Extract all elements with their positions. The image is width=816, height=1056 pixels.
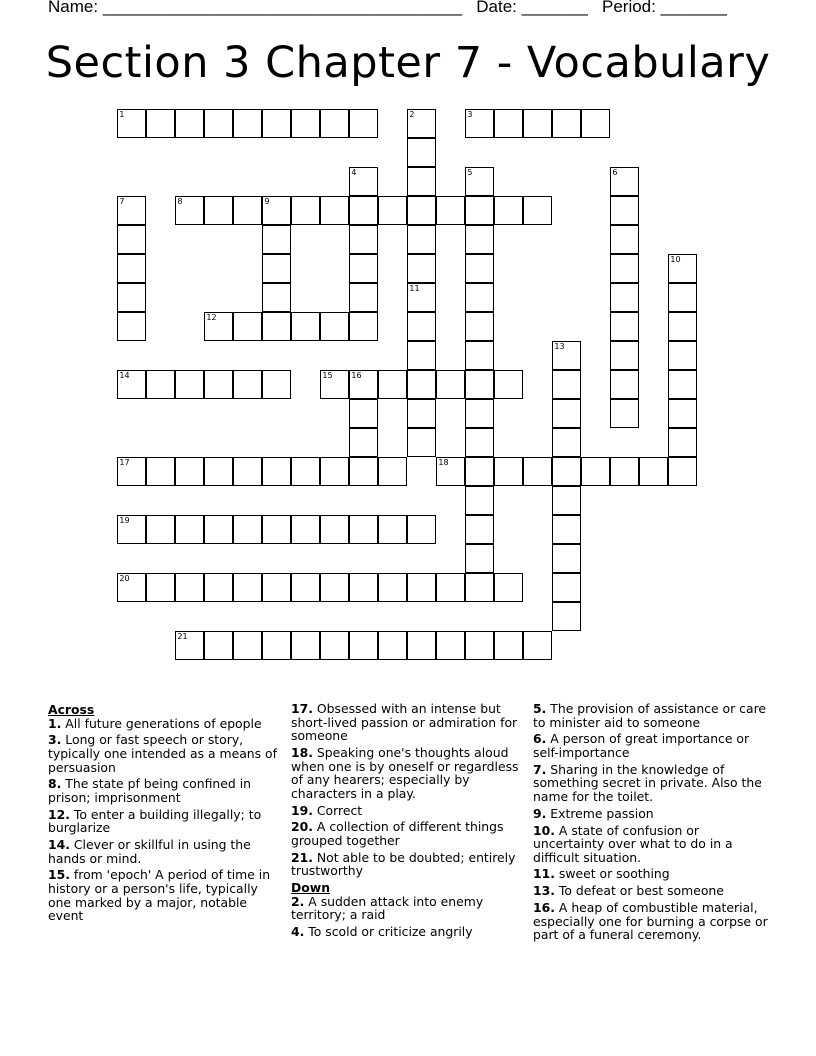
grid-cell[interactable] bbox=[639, 457, 668, 486]
clue-item bbox=[291, 746, 525, 800]
grid-cell[interactable] bbox=[291, 109, 320, 138]
grid-cell[interactable] bbox=[349, 573, 378, 602]
clue-column-2 bbox=[291, 702, 525, 942]
grid-cell[interactable] bbox=[668, 341, 697, 370]
clue-num: 4. bbox=[291, 924, 305, 940]
grid-cell[interactable] bbox=[668, 399, 697, 428]
clue-text: A collection of different things grouped together bbox=[291, 819, 504, 848]
page-title: Section 3 Chapter 7 - Vocabulary bbox=[45, 38, 771, 88]
clue-num: 2. bbox=[291, 893, 305, 909]
clue-text: The provision of assistance or care to minister aid to someone bbox=[533, 701, 767, 730]
grid-cell[interactable] bbox=[320, 573, 349, 602]
grid-cell[interactable] bbox=[204, 109, 233, 138]
clue-num: 6. bbox=[533, 731, 547, 747]
grid-cell[interactable] bbox=[204, 631, 233, 660]
grid-cell[interactable] bbox=[407, 196, 436, 225]
grid-cell[interactable] bbox=[436, 370, 465, 399]
clue-num: 14. bbox=[48, 837, 70, 853]
grid-cell[interactable] bbox=[146, 573, 175, 602]
grid-cell[interactable] bbox=[494, 631, 523, 660]
grid-cell[interactable] bbox=[320, 370, 349, 399]
grid-cell[interactable] bbox=[552, 109, 581, 138]
grid-cell[interactable] bbox=[552, 515, 581, 544]
clue-num: 9. bbox=[533, 805, 547, 821]
grid-cell[interactable] bbox=[610, 457, 639, 486]
clue-text: from 'epoch' A period of time in history or a person's life, typically one marked by a major, notable event bbox=[48, 867, 271, 924]
grid-cell[interactable] bbox=[407, 370, 436, 399]
grid-cell[interactable] bbox=[349, 428, 378, 457]
grid-cell[interactable] bbox=[233, 196, 262, 225]
grid-cell[interactable] bbox=[204, 515, 233, 544]
grid-cell[interactable] bbox=[407, 283, 436, 312]
clue-number: 6 bbox=[612, 168, 618, 178]
grid-cell[interactable] bbox=[552, 457, 581, 486]
grid-cell[interactable] bbox=[117, 573, 146, 602]
grid-cell[interactable] bbox=[494, 196, 523, 225]
clue-num: 7. bbox=[533, 761, 547, 777]
grid-cell[interactable] bbox=[436, 573, 465, 602]
grid-cell[interactable] bbox=[465, 254, 494, 283]
grid-cell[interactable] bbox=[233, 457, 262, 486]
grid-cell[interactable] bbox=[465, 573, 494, 602]
clue-text: A person of great importance or self-importance bbox=[533, 731, 750, 760]
clue-text: The state pf being confined in prison; imprisonment bbox=[48, 776, 251, 805]
clue-text: Clever or skillful in using the hands or mind. bbox=[48, 837, 251, 866]
grid-cell[interactable] bbox=[378, 573, 407, 602]
grid-cell[interactable] bbox=[465, 515, 494, 544]
clue-item bbox=[291, 702, 525, 743]
grid-cell[interactable] bbox=[233, 515, 262, 544]
grid-cell[interactable] bbox=[378, 196, 407, 225]
grid-cell[interactable] bbox=[320, 312, 349, 341]
clue-column-1 bbox=[48, 702, 284, 926]
grid-cell[interactable] bbox=[407, 312, 436, 341]
clue-text: A sudden attack into enemy territory; a raid bbox=[291, 893, 484, 923]
clue-item bbox=[533, 884, 773, 898]
grid-cell[interactable] bbox=[175, 631, 204, 660]
grid-cell[interactable] bbox=[610, 196, 639, 225]
grid-cell[interactable] bbox=[668, 312, 697, 341]
grid-cell[interactable] bbox=[378, 631, 407, 660]
grid-cell[interactable] bbox=[320, 515, 349, 544]
grid-cell[interactable] bbox=[668, 457, 697, 486]
grid-cell[interactable] bbox=[262, 225, 291, 254]
date-field[interactable]: _______ bbox=[521, 0, 588, 16]
grid-cell[interactable] bbox=[465, 109, 494, 138]
grid-cell[interactable] bbox=[349, 283, 378, 312]
clue-item bbox=[291, 820, 525, 847]
grid-cell[interactable] bbox=[610, 254, 639, 283]
grid-cell[interactable] bbox=[349, 631, 378, 660]
clue-number: 7 bbox=[119, 197, 125, 207]
grid-cell[interactable] bbox=[204, 196, 233, 225]
grid-cell[interactable] bbox=[407, 225, 436, 254]
grid-cell[interactable] bbox=[610, 370, 639, 399]
grid-cell[interactable] bbox=[494, 457, 523, 486]
grid-cell[interactable] bbox=[349, 399, 378, 428]
grid-cell[interactable] bbox=[610, 167, 639, 196]
clue-num: 1. bbox=[48, 715, 62, 731]
grid-cell[interactable] bbox=[262, 631, 291, 660]
grid-cell[interactable] bbox=[175, 109, 204, 138]
clue-text: Speaking one's thoughts aloud when one is by oneself or regardless of any hearers; especially by characters in a play. bbox=[291, 744, 519, 801]
clue-item bbox=[48, 808, 284, 835]
grid-cell[interactable] bbox=[436, 631, 465, 660]
grid-cell[interactable] bbox=[494, 573, 523, 602]
clue-text: All future generations of epople bbox=[65, 715, 262, 731]
clue-number: 21 bbox=[177, 632, 188, 642]
clue-item bbox=[48, 838, 284, 865]
clue-text: To enter a building illegally; to burglarize bbox=[48, 806, 262, 836]
grid-cell[interactable] bbox=[349, 515, 378, 544]
grid-cell[interactable] bbox=[117, 225, 146, 254]
grid-cell[interactable] bbox=[349, 457, 378, 486]
grid-cell[interactable] bbox=[117, 109, 146, 138]
clue-num: 18. bbox=[291, 744, 313, 760]
grid-cell[interactable] bbox=[494, 370, 523, 399]
clue-column-3 bbox=[533, 702, 773, 945]
grid-cell[interactable] bbox=[291, 312, 320, 341]
clue-item bbox=[533, 901, 773, 942]
grid-cell[interactable] bbox=[465, 631, 494, 660]
grid-cell[interactable] bbox=[552, 428, 581, 457]
grid-cell[interactable] bbox=[552, 602, 581, 631]
clue-text: Extreme passion bbox=[550, 805, 654, 821]
clue-text: Long or fast speech or story, typically one intended as a means of persuasion bbox=[48, 732, 277, 775]
grid-cell[interactable] bbox=[175, 457, 204, 486]
grid-cell[interactable] bbox=[262, 312, 291, 341]
grid-cell[interactable] bbox=[204, 370, 233, 399]
clue-number: 3 bbox=[467, 110, 473, 120]
grid-cell[interactable] bbox=[552, 399, 581, 428]
grid-cell[interactable] bbox=[552, 370, 581, 399]
clue-item bbox=[533, 824, 773, 865]
grid-cell[interactable] bbox=[668, 283, 697, 312]
clue-num: 11. bbox=[533, 866, 555, 882]
clue-number: 14 bbox=[119, 371, 130, 381]
clue-number: 5 bbox=[467, 168, 473, 178]
grid-cell[interactable] bbox=[349, 196, 378, 225]
grid-cell[interactable] bbox=[610, 341, 639, 370]
grid-cell[interactable] bbox=[552, 486, 581, 515]
grid-cell[interactable] bbox=[407, 167, 436, 196]
grid-cell[interactable] bbox=[146, 109, 175, 138]
grid-cell[interactable] bbox=[465, 486, 494, 515]
grid-cell[interactable] bbox=[407, 515, 436, 544]
grid-cell[interactable] bbox=[262, 254, 291, 283]
grid-cell[interactable] bbox=[291, 196, 320, 225]
clue-number: 2 bbox=[409, 110, 415, 120]
grid-cell[interactable] bbox=[668, 428, 697, 457]
clue-number: 8 bbox=[177, 197, 183, 207]
clue-number: 15 bbox=[322, 371, 333, 381]
down-heading: Down bbox=[291, 880, 331, 896]
grid-cell[interactable] bbox=[610, 312, 639, 341]
clue-number: 18 bbox=[438, 458, 449, 468]
clue-number: 1 bbox=[119, 110, 125, 120]
grid-cell[interactable] bbox=[291, 457, 320, 486]
clue-num: 13. bbox=[533, 883, 555, 899]
clue-item bbox=[48, 733, 284, 774]
clue-item bbox=[291, 925, 525, 939]
name-label: Name: bbox=[48, 0, 99, 16]
clue-text: To defeat or best someone bbox=[558, 883, 724, 899]
grid-cell[interactable] bbox=[610, 225, 639, 254]
clue-number: 4 bbox=[351, 168, 357, 178]
grid-cell[interactable] bbox=[262, 283, 291, 312]
clue-text: Obsessed with an intense but short-lived passion or admiration for someone bbox=[291, 701, 518, 744]
grid-cell[interactable] bbox=[407, 631, 436, 660]
grid-cell[interactable] bbox=[291, 573, 320, 602]
grid-cell[interactable] bbox=[465, 457, 494, 486]
grid-cell[interactable] bbox=[320, 196, 349, 225]
clue-text: A heap of combustible material, especially one for burning a corpse or part of a funeral ceremony. bbox=[533, 900, 768, 943]
grid-cell[interactable] bbox=[262, 457, 291, 486]
clue-number: 16 bbox=[351, 371, 362, 381]
clue-number: 10 bbox=[670, 255, 681, 265]
clue-num: 8. bbox=[48, 776, 62, 792]
grid-cell[interactable] bbox=[610, 283, 639, 312]
grid-cell[interactable] bbox=[262, 196, 291, 225]
period-label: Period: bbox=[602, 0, 656, 16]
grid-cell[interactable] bbox=[233, 573, 262, 602]
grid-cell[interactable] bbox=[407, 399, 436, 428]
grid-cell[interactable] bbox=[407, 254, 436, 283]
grid-cell[interactable] bbox=[204, 312, 233, 341]
clue-text: To scold or criticize angrily bbox=[308, 924, 473, 940]
grid-cell[interactable] bbox=[465, 370, 494, 399]
grid-cell[interactable] bbox=[407, 109, 436, 138]
clue-item bbox=[291, 804, 525, 818]
grid-cell[interactable] bbox=[262, 573, 291, 602]
grid-cell[interactable] bbox=[233, 370, 262, 399]
grid-cell[interactable] bbox=[465, 544, 494, 573]
grid-cell[interactable] bbox=[465, 225, 494, 254]
clue-number: 13 bbox=[554, 342, 565, 352]
clue-number: 17 bbox=[119, 458, 130, 468]
grid-cell[interactable] bbox=[378, 457, 407, 486]
clue-num: 19. bbox=[291, 802, 313, 818]
grid-cell[interactable] bbox=[117, 457, 146, 486]
clue-num: 20. bbox=[291, 819, 313, 835]
clue-num: 12. bbox=[48, 806, 70, 822]
clue-item bbox=[48, 868, 284, 922]
clue-num: 3. bbox=[48, 732, 62, 748]
clue-number: 19 bbox=[119, 516, 130, 526]
grid-cell[interactable] bbox=[436, 196, 465, 225]
clue-num: 10. bbox=[533, 822, 555, 838]
grid-cell[interactable] bbox=[233, 312, 262, 341]
grid-cell[interactable] bbox=[465, 312, 494, 341]
clue-item bbox=[291, 851, 525, 878]
grid-cell[interactable] bbox=[175, 515, 204, 544]
clue-text: sweet or soothing bbox=[558, 866, 670, 882]
grid-cell[interactable] bbox=[407, 341, 436, 370]
grid-cell[interactable] bbox=[349, 225, 378, 254]
grid-cell[interactable] bbox=[262, 109, 291, 138]
grid-cell[interactable] bbox=[146, 457, 175, 486]
clue-number: 9 bbox=[264, 197, 270, 207]
grid-cell[interactable] bbox=[233, 109, 262, 138]
grid-cell[interactable] bbox=[668, 254, 697, 283]
grid-cell[interactable] bbox=[465, 399, 494, 428]
grid-cell[interactable] bbox=[117, 515, 146, 544]
grid-cell[interactable] bbox=[378, 515, 407, 544]
date-label: Date: bbox=[476, 0, 517, 16]
grid-cell[interactable] bbox=[146, 515, 175, 544]
grid-cell[interactable] bbox=[436, 457, 465, 486]
grid-cell[interactable] bbox=[465, 341, 494, 370]
grid-cell[interactable] bbox=[523, 457, 552, 486]
clue-item bbox=[291, 895, 525, 922]
across-heading: Across bbox=[48, 702, 95, 717]
clue-item bbox=[48, 777, 284, 804]
grid-cell[interactable] bbox=[320, 631, 349, 660]
grid-cell[interactable] bbox=[262, 370, 291, 399]
grid-cell[interactable] bbox=[204, 573, 233, 602]
grid-cell[interactable] bbox=[610, 399, 639, 428]
grid-cell[interactable] bbox=[349, 254, 378, 283]
grid-cell[interactable] bbox=[407, 573, 436, 602]
clue-num: 5. bbox=[533, 701, 547, 716]
grid-cell[interactable] bbox=[552, 573, 581, 602]
clue-item bbox=[533, 702, 773, 729]
clue-item bbox=[533, 867, 773, 881]
clue-text: A state of confusion or uncertainty over what to do in a difficult situation. bbox=[533, 822, 733, 865]
grid-cell[interactable] bbox=[407, 138, 436, 167]
grid-cell[interactable] bbox=[117, 312, 146, 341]
grid-cell[interactable] bbox=[465, 428, 494, 457]
clue-text: Not able to be doubted; entirely trustworthy bbox=[291, 849, 516, 879]
grid-cell[interactable] bbox=[581, 457, 610, 486]
clue-item bbox=[48, 717, 284, 731]
grid-cell[interactable] bbox=[552, 341, 581, 370]
grid-cell[interactable] bbox=[146, 370, 175, 399]
grid-cell[interactable] bbox=[291, 631, 320, 660]
grid-cell[interactable] bbox=[175, 196, 204, 225]
grid-cell[interactable] bbox=[668, 370, 697, 399]
clue-number: 11 bbox=[409, 284, 420, 294]
clue-num: 21. bbox=[291, 849, 313, 865]
clue-number: 20 bbox=[119, 574, 130, 584]
grid-cell[interactable] bbox=[407, 428, 436, 457]
grid-cell[interactable] bbox=[581, 109, 610, 138]
clue-num: 16. bbox=[533, 900, 555, 916]
clue-item bbox=[533, 763, 773, 804]
clue-item bbox=[533, 807, 773, 821]
grid-cell[interactable] bbox=[204, 457, 233, 486]
grid-cell[interactable] bbox=[117, 254, 146, 283]
clue-number: 12 bbox=[206, 313, 217, 323]
period-field[interactable]: _______ bbox=[660, 0, 727, 16]
grid-cell[interactable] bbox=[349, 109, 378, 138]
grid-cell[interactable] bbox=[117, 370, 146, 399]
grid-cell[interactable] bbox=[523, 196, 552, 225]
grid-cell[interactable] bbox=[349, 370, 378, 399]
grid-cell[interactable] bbox=[465, 167, 494, 196]
grid-cell[interactable] bbox=[465, 196, 494, 225]
grid-cell[interactable] bbox=[117, 196, 146, 225]
name-field[interactable]: ______________________________________ bbox=[102, 0, 463, 16]
clue-num: 15. bbox=[48, 867, 70, 883]
grid-cell[interactable] bbox=[523, 109, 552, 138]
grid-cell[interactable] bbox=[465, 283, 494, 312]
clue-text: Correct bbox=[316, 802, 363, 818]
grid-cell[interactable] bbox=[349, 167, 378, 196]
grid-cell[interactable] bbox=[349, 312, 378, 341]
clue-item bbox=[533, 732, 773, 759]
grid-cell[interactable] bbox=[175, 370, 204, 399]
grid-cell[interactable] bbox=[291, 515, 320, 544]
grid-cell[interactable] bbox=[117, 283, 146, 312]
grid-cell[interactable] bbox=[523, 631, 552, 660]
grid-cell[interactable] bbox=[494, 109, 523, 138]
grid-cell[interactable] bbox=[552, 544, 581, 573]
grid-cell[interactable] bbox=[320, 457, 349, 486]
grid-cell[interactable] bbox=[378, 370, 407, 399]
clue-num: 17. bbox=[291, 701, 313, 716]
grid-cell[interactable] bbox=[233, 631, 262, 660]
grid-cell[interactable] bbox=[320, 109, 349, 138]
grid-cell[interactable] bbox=[262, 515, 291, 544]
clue-text: Sharing in the knowledge of something secret in private. Also the name for the toilet. bbox=[533, 761, 762, 804]
grid-cell[interactable] bbox=[175, 573, 204, 602]
